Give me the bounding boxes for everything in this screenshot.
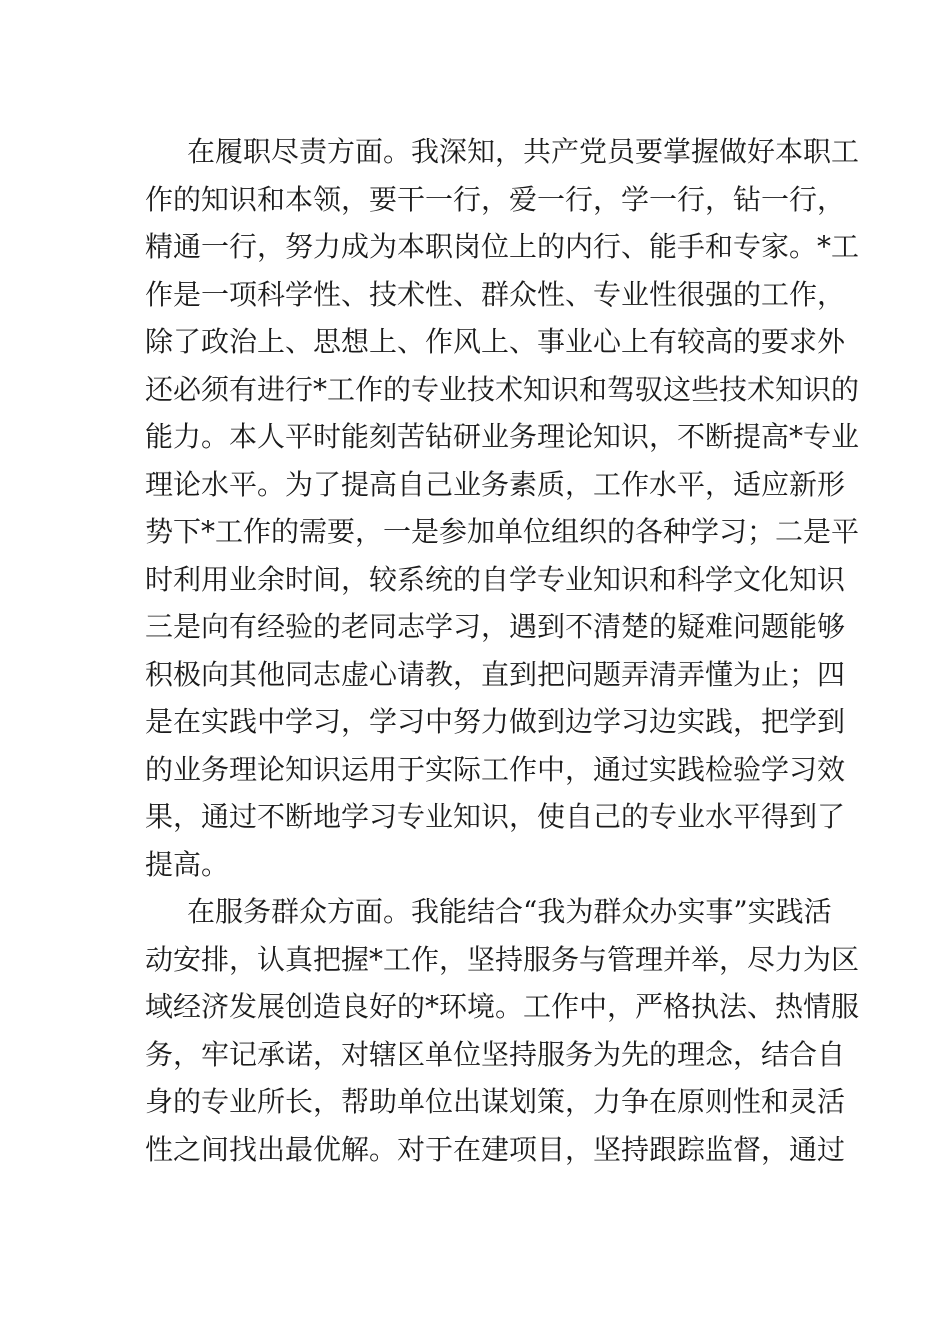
text-line: 是在实践中学习，学习中努力做到边学习边实践，把学到 — [145, 705, 846, 738]
text-line: 性之间找出最优解。对于在建项目，坚持跟踪监督，通过 — [145, 1132, 846, 1166]
text-line: 势下*工作的需要，一是参加单位组织的各种学习；二是平 — [145, 515, 860, 548]
text-line: 能力。本人平时能刻苦钻研业务理论知识，不断提高*专业 — [145, 420, 860, 453]
text-line: 务，牢记承诺，对辖区单位坚持服务为先的理念，结合自 — [145, 1037, 846, 1071]
text-line: 的业务理论知识运用于实际工作中，通过实践检验学习效 — [145, 752, 846, 786]
text-line: 还必须有进行*工作的专业技术知识和驾驭这些技术知识的 — [145, 372, 860, 406]
text-line: 在服务群众方面。我能结合“我为群众办实事”实践活 — [187, 895, 832, 928]
text-line: 在履职尽责方面。我深知，共产党员要掌握做好本职工 — [187, 135, 860, 168]
text-line: 作是一项科学性、技术性、群众性、专业性很强的工作， — [145, 277, 846, 311]
text-line: 精通一行，努力成为本职岗位上的内行、能手和专家。*工 — [145, 230, 860, 263]
text-line: 理论水平。为了提高自己业务素质，工作水平，适应新形 — [145, 467, 846, 501]
text-line: 域经济发展创造良好的*环境。工作中，严格执法、热情服 — [145, 990, 860, 1023]
document-body — [145, 128, 860, 1173]
text-line: 动安排，认真把握*工作，坚持服务与管理并举，尽力为区 — [145, 942, 860, 976]
text-line: 身的专业所长，帮助单位出谋划策，力争在原则性和灵活 — [145, 1085, 846, 1118]
paragraph-service — [145, 888, 860, 1173]
text-line: 时利用业余时间，较系统的自学专业知识和科学文化知识 — [145, 562, 846, 596]
text-line: 果，通过不断地学习专业知识，使自己的专业水平得到了 — [145, 800, 846, 833]
text-line: 三是向有经验的老同志学习，遇到不清楚的疑难问题能够 — [145, 610, 846, 643]
text-line: 作的知识和本领，要干一行，爱一行，学一行，钻一行， — [145, 182, 846, 216]
text-line: 提高。 — [145, 847, 230, 881]
text-line: 除了政治上、思想上、作风上、事业心上有较高的要求外 — [145, 325, 846, 358]
paragraph-duty — [145, 128, 860, 888]
text-line: 积极向其他同志虚心请教，直到把问题弄清弄懂为止；四 — [145, 657, 846, 691]
